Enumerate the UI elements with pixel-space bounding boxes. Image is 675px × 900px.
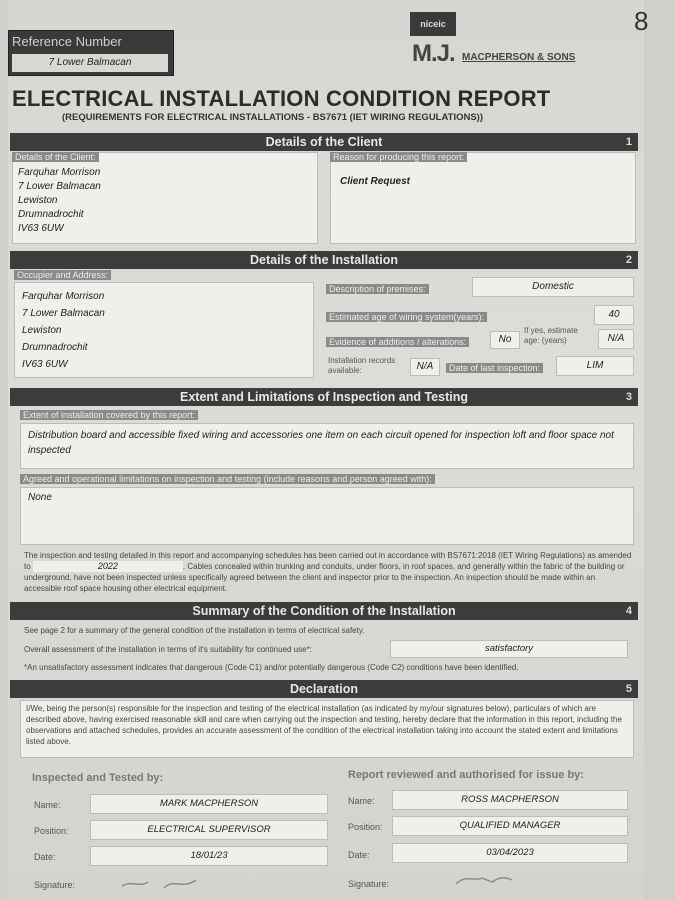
reason-field [330,152,636,244]
reviewer-position: QUALIFIED MANAGER [392,816,628,836]
reviewer-name-label: Name: [348,796,375,806]
page-subtitle: (REQUIREMENTS FOR ELECTRICAL INSTALLATIONS - BS7671 (IET WIRING REGULATIONS)) [62,112,483,123]
section-header-extent [10,388,638,406]
age-label: Estimated age of wiring system(years): [326,312,487,322]
limitations-value: None [28,492,52,503]
occupier-label: Occupier and Address: [14,270,111,280]
section-number: 5 [625,683,632,695]
page-number: 8 [634,6,649,36]
section-title: Details of the Client [265,135,383,149]
section-title: Details of the Installation [250,253,398,267]
reviewer-date-label: Date: [348,850,370,860]
reference-value: 7 Lower Balmacan [12,54,168,72]
reason-label: Reason for producing this report: [330,152,467,162]
extent-value: Distribution board and accessible fixed wiring and accessories one item on each circuit opened for inspection loft and floor space not inspected [28,430,614,456]
page-title: ELECTRICAL INSTALLATION CONDITION REPORT [12,86,551,111]
reviewer-signature-label: Signature: [348,879,390,889]
client-label: Details of the Client: [12,152,99,162]
estimate-label: If yes, estimate age: (years) [524,326,578,345]
inspector-signature [118,872,208,894]
inspector-date: 18/01/23 [90,846,328,866]
section-header-summary [10,602,638,620]
inspector-name: MARK MACPHERSON [90,794,328,814]
limitations-field [20,487,634,545]
premises-value: Domestic [472,277,634,297]
client-address [18,166,101,236]
client-line: Farquhar Morrison [18,167,101,178]
estimate-value: N/A [598,329,634,349]
niceic-logo: niceic [410,12,456,36]
section-number: 4 [625,605,632,617]
reviewer-position-label: Position: [348,822,383,832]
reviewer-name: ROSS MACPHERSON [392,790,628,810]
section-header-declaration [10,680,638,698]
occupier-line: Farquhar Morrison [22,291,105,302]
limitations-label: Agreed and operational limitations on inspection and testing (include reasons and person agreed with): [20,474,435,484]
occupier-line: 7 Lower Balmacan [22,308,105,319]
client-line: IV63 6UW [18,223,64,234]
age-value: 40 [594,305,634,325]
reviewer-date: 03/04/2023 [392,843,628,863]
reason-value: Client Request [340,176,411,187]
occupier-address [22,288,105,373]
inspector-signature-label: Signature: [34,880,76,890]
reviewer-signature [450,868,520,890]
client-line: 7 Lower Balmacan [18,181,101,192]
regulations-text-part1: The inspection and testing detailed in this report and accompanying schedules has been carried out in accordance with BS7671:2018 (IET Wiring Regulations) as amended to [24,551,632,571]
client-line: Lewiston [18,195,58,206]
overall-value: satisfactory [390,640,628,658]
regulations-text-part2: . Cables concealed within trunking and conduits, under floors, in roof spaces, and generally within the fabric of the building or underground, have not been inspected unless specifically agreed between the client and inspector prior to the inspection. An inspection should be made within an accessible roof space housing other electrical equipment. [24,562,625,593]
section-title: Extent and Limitations of Inspection and Testing [180,390,468,404]
section-title: Declaration [289,682,359,696]
last-inspection-label: Date of last inspection: [446,363,543,373]
overall-label: Overall assessment of the installation in terms of it's suitability for continued use*: [24,645,312,654]
amended-year: 2022 [33,561,183,572]
regulations-paragraph [24,550,634,594]
last-inspection-value: LIM [556,356,634,376]
section-number: 3 [625,391,632,403]
inspector-name-label: Name: [34,800,61,810]
alterations-value: No [490,331,520,349]
records-value: N/A [410,358,440,376]
occupier-line: IV63 6UW [22,359,68,370]
reference-label: Reference Number [12,34,122,49]
see-page-note: See page 2 for a summary of the general condition of the installation in terms of electrical safety. [24,626,365,635]
declaration-text: I/We, being the person(s) responsible for the inspection and testing of the electrical installation (as indicated by my/our signatures below), particulars of which are described above, having exercised reasonable skill and care when carrying out the inspection and testing, hereby declare that the information in this report, including the observations and attached schedules, provides an accurate assessment of the condition of the electrical installation taking into account the stated extent and limitations listed above. [26,704,622,746]
section-header-installation [10,251,638,269]
extent-label: Extent of installation covered by this report: [20,410,198,420]
alterations-label: Evidence of additions / alterations: [326,337,469,347]
inspector-date-label: Date: [34,852,56,862]
client-line: Drumnadrochit [18,209,84,220]
section-title: Summary of the Condition of the Installation [192,604,456,618]
section-header-client [10,133,638,151]
section-number: 1 [625,136,632,148]
company-name: MACPHERSON & SONS [462,52,576,63]
occupier-line: Lewiston [22,325,62,336]
reviewed-heading: Report reviewed and authorised for issue by: [348,769,584,781]
occupier-line: Drumnadrochit [22,342,88,353]
inspector-position-label: Position: [34,826,69,836]
company-logo: M.J. [412,40,455,67]
inspected-heading: Inspected and Tested by: [32,772,164,784]
assessment-footnote: *An unsatisfactory assessment indicates that dangerous (Code C1) and/or potentially dangerous (Code C2) conditions have been identified. [24,663,519,672]
inspector-position: ELECTRICAL SUPERVISOR [90,820,328,840]
premises-label: Description of premises: [326,284,429,294]
records-label: Installation records available: [328,356,396,375]
section-number: 2 [625,254,632,266]
